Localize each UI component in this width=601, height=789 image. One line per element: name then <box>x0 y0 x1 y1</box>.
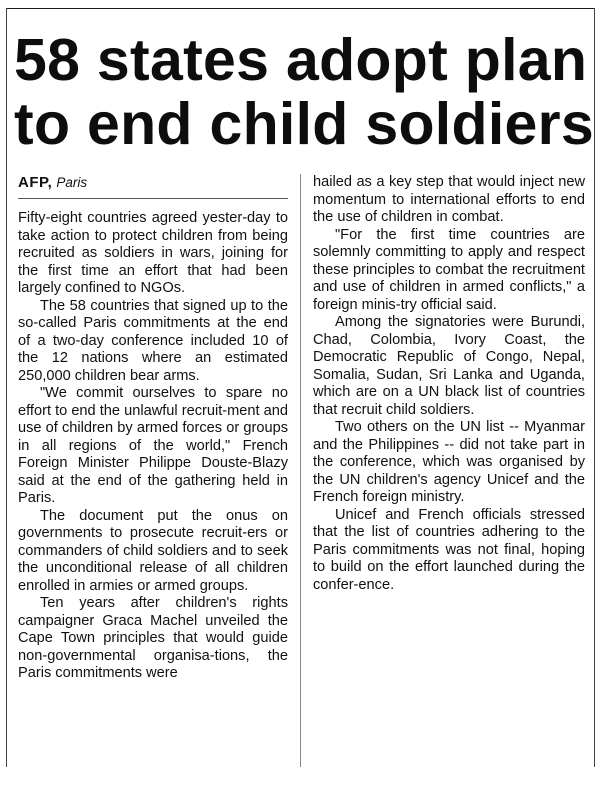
headline-line-2: to end child soldiers <box>14 91 594 157</box>
right-border <box>594 8 595 767</box>
paragraph: Among the signatories were Burundi, Chad, Colombia, Ivory Coast, the Democratic Republic of Congo, Nepal, Somalia, Sudan, Sri Lanka and Uganda, which are on a UN black list of countries that recruit child soldiers. <box>313 314 585 418</box>
paragraph: "For the first time countries are solemnly committing to apply and respect these principles to combat the recruitment and use of children in armed conflicts," a foreign minis-try official said. <box>313 226 585 313</box>
byline-agency: AFP, <box>18 174 53 191</box>
byline <box>18 174 288 199</box>
paragraph: The 58 countries that signed up to the so-called Paris commitments at the end of a two-day conference included 10 of the 12 nations where an estimated 250,000 children bear arms. <box>18 297 288 384</box>
paragraph: Unicef and French officials stressed that the list of countries adhering to the Paris commitments was not final, hoping to build on the effort launched during the confer-ence. <box>313 506 585 593</box>
left-border <box>6 8 7 767</box>
paragraph: "We commit ourselves to spare no effort to end the unlawful recruit-ment and use of children by armed forces or groups in all regions of the world," French Foreign Minister Philippe Douste-Blazy said at the end of the gathering held in Paris. <box>18 385 288 506</box>
top-rule <box>6 8 595 9</box>
right-column <box>313 174 585 594</box>
headline-line-1: 58 states adopt plan <box>14 27 588 93</box>
column-divider <box>300 174 301 767</box>
paragraph: Two others on the UN list -- Myanmar and the Philippines -- did not take part in the conference, which was organised by the UN children's agency Unicef and the French foreign ministry. <box>313 419 585 505</box>
paragraph: The document put the onus on governments to prosecute recruit-ers or commanders of child soldiers and to seek the unconditional release of all children enrolled in armies or armed groups. <box>18 507 288 594</box>
paragraph: Ten years after children's rights campaigner Graca Machel unveiled the Cape Town principles that would guide non-governmental organisa-tions, the Paris commitments were <box>18 595 288 681</box>
left-column <box>18 174 288 683</box>
byline-city: Paris <box>56 175 88 190</box>
paragraph: Fifty-eight countries agreed yester-day to take action to protect children from being recruited as soldiers in wars, joining for the first time an effort that had been largely confined to NGOs. <box>18 210 288 296</box>
paragraph: hailed as a key step that would inject new momentum to international efforts to end the use of children in combat. <box>313 174 585 225</box>
headline <box>14 28 594 156</box>
